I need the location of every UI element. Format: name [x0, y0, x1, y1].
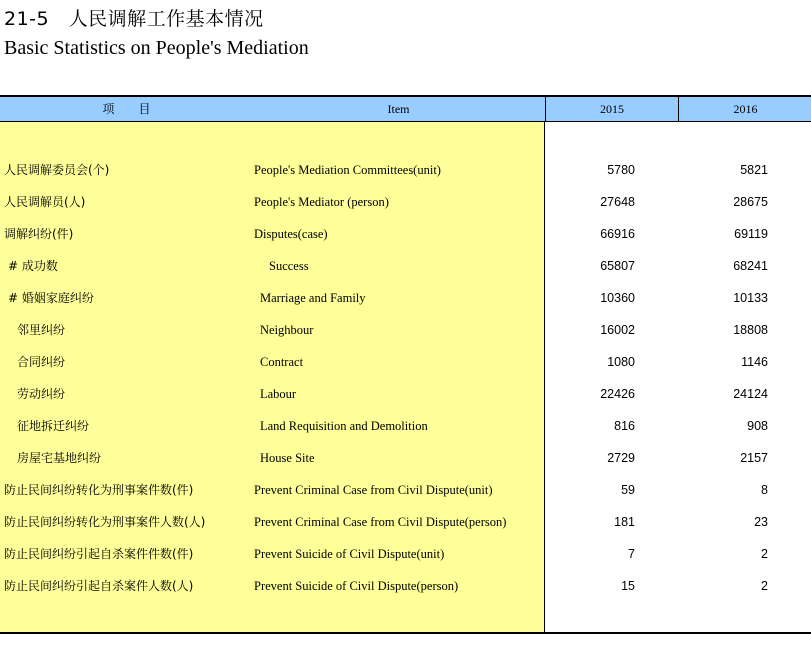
- row-value-2015: 16002: [600, 323, 635, 337]
- row-value-2016: 2: [761, 547, 768, 561]
- row-label-chinese: # 成功数: [8, 259, 58, 273]
- row-value-2015: 66916: [600, 227, 635, 241]
- row-label-chinese: 人民调解委员会(个): [4, 163, 110, 177]
- row-value-2016: 2: [761, 579, 768, 593]
- row-label-chinese: 调解纠纷(件): [4, 227, 74, 241]
- row-value-2016: 68241: [733, 259, 768, 273]
- table-header: [0, 95, 811, 122]
- table-row: [0, 288, 811, 308]
- row-value-2016: 908: [747, 419, 768, 433]
- row-label-chinese: 邻里纠纷: [17, 323, 66, 337]
- row-value-2015: 181: [614, 515, 635, 529]
- table-row: [0, 384, 811, 404]
- row-value-2015: 7: [628, 547, 635, 561]
- table-row: [0, 192, 811, 212]
- row-label-english: Land Requisition and Demolition: [260, 419, 428, 433]
- row-value-2015: 816: [614, 419, 635, 433]
- row-label-english: Marriage and Family: [260, 291, 366, 305]
- row-value-2015: 10360: [600, 291, 635, 305]
- header-item-chinese: 项 目: [102, 102, 151, 116]
- row-value-2015: 5780: [607, 163, 635, 177]
- table-row: [0, 576, 811, 596]
- table-row: [0, 224, 811, 244]
- header-item-english: Item: [387, 102, 410, 116]
- row-label-english: Contract: [260, 355, 304, 369]
- row-value-2016: 23: [754, 515, 768, 529]
- table-row: [0, 160, 811, 180]
- row-label-chinese: # 婚姻家庭纠纷: [8, 291, 94, 305]
- row-value-2016: 10133: [733, 291, 768, 305]
- row-label-chinese: 征地拆迁纠纷: [17, 419, 90, 433]
- row-label-chinese: 合同纠纷: [17, 355, 66, 369]
- row-value-2015: 22426: [600, 387, 635, 401]
- table-row: [0, 352, 811, 372]
- table-row: [0, 256, 811, 276]
- row-value-2016: 5821: [740, 163, 768, 177]
- page-title-english: Basic Statistics on People's Mediation: [4, 37, 309, 59]
- row-label-chinese: 房屋宅基地纠纷: [17, 451, 102, 465]
- row-label-chinese: 人民调解员(人): [4, 195, 86, 209]
- row-value-2016: 28675: [733, 195, 768, 209]
- row-value-2016: 1146: [741, 355, 768, 369]
- row-label-english: Labour: [260, 387, 297, 401]
- row-value-2016: 24124: [733, 387, 768, 401]
- row-label-english: People's Mediator (person): [254, 195, 389, 209]
- row-value-2015: 15: [621, 579, 635, 593]
- row-value-2015: 65807: [600, 259, 635, 273]
- row-value-2015: 27648: [600, 195, 635, 209]
- row-label-english: Neighbour: [260, 323, 314, 337]
- table-row: [0, 512, 811, 532]
- header-year-2016: 2016: [678, 97, 811, 122]
- header-year-2015: 2015: [545, 97, 678, 122]
- table-row: [0, 416, 811, 436]
- page-title-chinese: 21-5 人民调解工作基本情况: [4, 8, 264, 30]
- row-label-english: People's Mediation Committees(unit): [254, 163, 441, 177]
- row-label-english: Prevent Criminal Case from Civil Dispute(person): [254, 515, 507, 529]
- row-value-2015: 2729: [607, 451, 635, 465]
- row-label-english: House Site: [260, 451, 315, 465]
- row-value-2016: 18808: [733, 323, 768, 337]
- row-label-english: Success: [269, 259, 309, 273]
- row-value-2016: 69119: [734, 227, 768, 241]
- row-label-english: Prevent Criminal Case from Civil Dispute(unit): [254, 483, 493, 497]
- row-label-chinese: 防止民间纠纷引起自杀案件人数(人): [4, 579, 194, 593]
- table-bottom-rule: [0, 632, 811, 634]
- row-label-english: Disputes(case): [254, 227, 328, 241]
- row-label-chinese: 防止民间纠纷转化为刑事案件数(件): [4, 483, 194, 497]
- statistics-table: [0, 95, 811, 634]
- row-label-chinese: 劳动纠纷: [17, 387, 66, 401]
- table-row: [0, 320, 811, 340]
- row-value-2016: 2157: [740, 451, 768, 465]
- table-row: [0, 448, 811, 468]
- row-label-english: Prevent Suicide of Civil Dispute(person): [254, 579, 459, 593]
- row-value-2015: 59: [621, 483, 635, 497]
- row-value-2016: 8: [761, 483, 768, 497]
- row-value-2015: 1080: [607, 355, 635, 369]
- row-label-chinese: 防止民间纠纷引起自杀案件件数(件): [4, 547, 194, 561]
- row-label-chinese: 防止民间纠纷转化为刑事案件人数(人): [4, 515, 206, 529]
- row-label-english: Prevent Suicide of Civil Dispute(unit): [254, 547, 445, 561]
- table-row: [0, 544, 811, 564]
- table-row: [0, 480, 811, 500]
